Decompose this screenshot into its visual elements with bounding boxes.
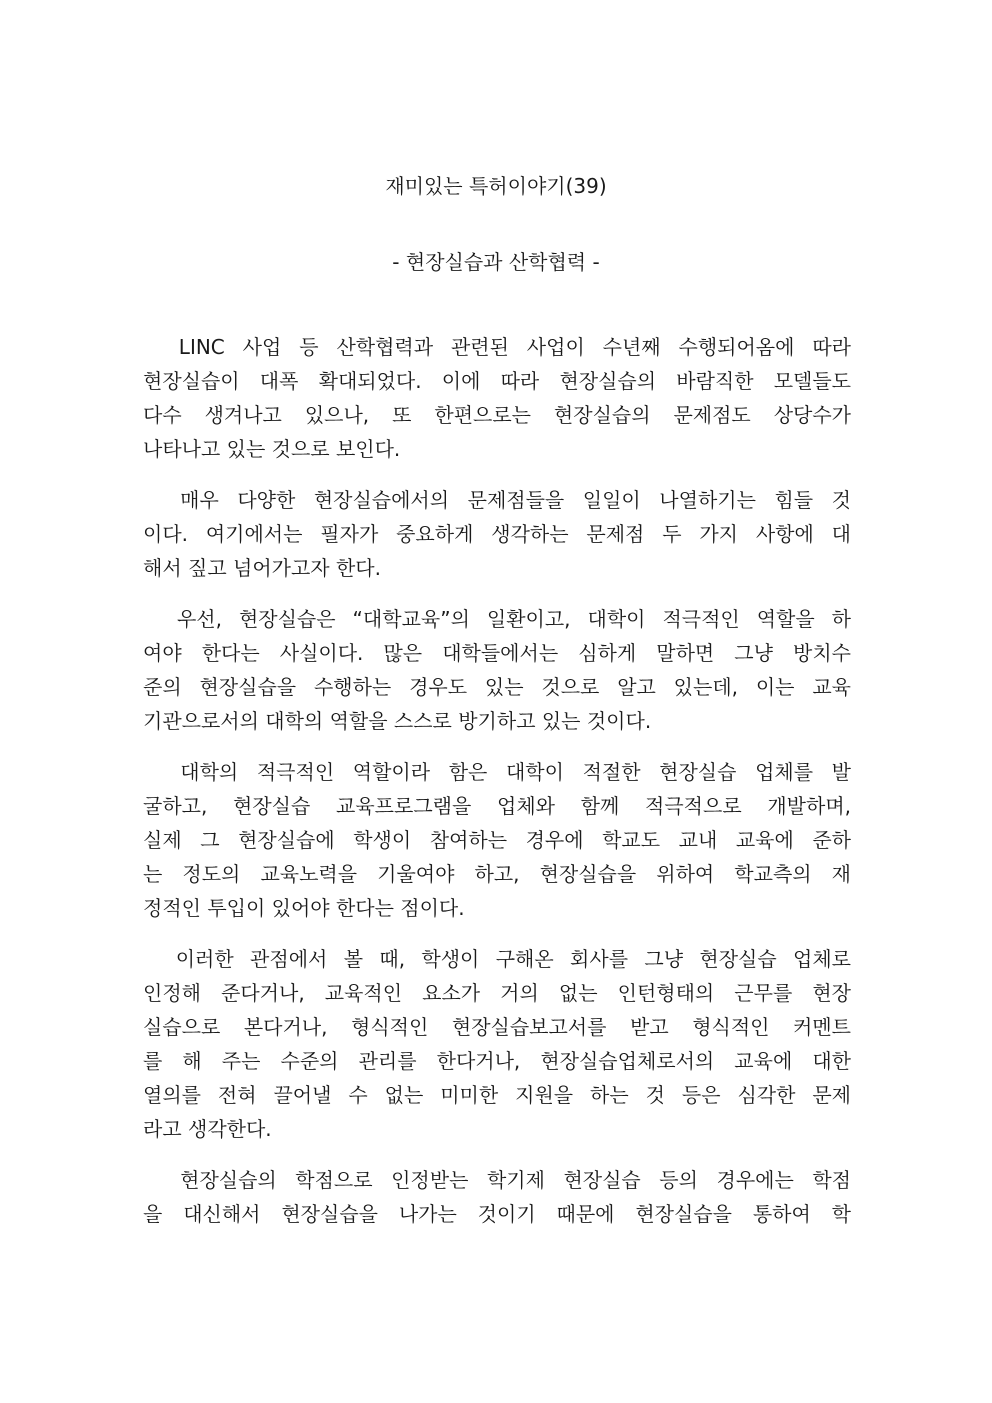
paragraph-line: 실습으로 본다거나, 형식적인 현장실습보고서를 받고 형식적인 커멘트 [143, 1015, 851, 1039]
document-subtitle: - 현장실습과 산학협력 - [392, 250, 600, 274]
paragraph-line: 굴하고, 현장실습 교육프로그램을 업체와 함께 적극적으로 개발하며, [143, 794, 851, 818]
paragraph-line: 대학의 적극적인 역할이라 함은 대학이 적절한 현장실습 업체를 발 [143, 760, 851, 784]
paragraph-line: 해서 짚고 넘어가고자 한다. [143, 556, 381, 580]
paragraph-line: 현장실습이 대폭 확대되었다. 이에 따라 현장실습의 바람직한 모델들도 [143, 369, 851, 393]
paragraph-line: 를 해 주는 수준의 관리를 한다거나, 현장실습업체로서의 교육에 대한 [143, 1049, 851, 1073]
paragraph [143, 942, 851, 1146]
paragraph-line: 현장실습의 학점으로 인정받는 학기제 현장실습 등의 경우에는 학점 [143, 1168, 851, 1192]
paragraph-line: LINC 사업 등 산학협력과 관련된 사업이 수년째 수행되어옴에 따라 [143, 335, 851, 359]
paragraph-line: 라고 생각한다. [143, 1117, 272, 1141]
paragraph [143, 483, 851, 585]
paragraph-line: 인정해 준다거나, 교육적인 요소가 거의 없는 인턴형태의 근무를 현장 [143, 981, 851, 1005]
paragraph-line: 준의 현장실습을 수행하는 경우도 있는 것으로 알고 있는데, 이는 교육 [143, 675, 851, 699]
paragraph [143, 330, 851, 466]
paragraph-line: 나타나고 있는 것으로 보인다. [143, 437, 401, 461]
paragraph-line: 실제 그 현장실습에 학생이 참여하는 경우에 학교도 교내 교육에 준하 [143, 828, 851, 852]
paragraph-line: 는 정도의 교육노력을 기울여야 하고, 현장실습을 위하여 학교측의 재 [143, 862, 851, 886]
paragraph-line: 다수 생겨나고 있으나, 또 한편으로는 현장실습의 문제점도 상당수가 [143, 403, 851, 427]
paragraph-line: 기관으로서의 대학의 역할을 스스로 방기하고 있는 것이다. [143, 709, 652, 733]
paragraph-line: 매우 다양한 현장실습에서의 문제점들을 일일이 나열하기는 힘들 것 [143, 488, 851, 512]
paragraph-line: 우선, 현장실습은 “대학교육”의 일환이고, 대학이 적극적인 역할을 하 [143, 607, 851, 631]
paragraph [143, 755, 851, 925]
paragraph-line: 정적인 투입이 있어야 한다는 점이다. [143, 896, 465, 920]
paragraph-line: 열의를 전혀 끌어낼 수 없는 미미한 지원을 하는 것 등은 심각한 문제 [143, 1083, 851, 1107]
paragraph-line: 이러한 관점에서 볼 때, 학생이 구해온 회사를 그냥 현장실습 업체로 [143, 947, 851, 971]
paragraph [143, 602, 851, 738]
paragraph-line: 여야 한다는 사실이다. 많은 대학들에서는 심하게 말하면 그냥 방치수 [143, 641, 851, 665]
paragraph [143, 1163, 851, 1231]
paragraph-line: 이다. 여기에서는 필자가 중요하게 생각하는 문제점 두 가지 사항에 대 [143, 522, 851, 546]
paragraph-line: 을 대신해서 현장실습을 나가는 것이기 때문에 현장실습을 통하여 학 [143, 1202, 851, 1226]
document-title: 재미있는 특허이야기(39) [385, 174, 607, 198]
document-body [143, 330, 851, 1248]
